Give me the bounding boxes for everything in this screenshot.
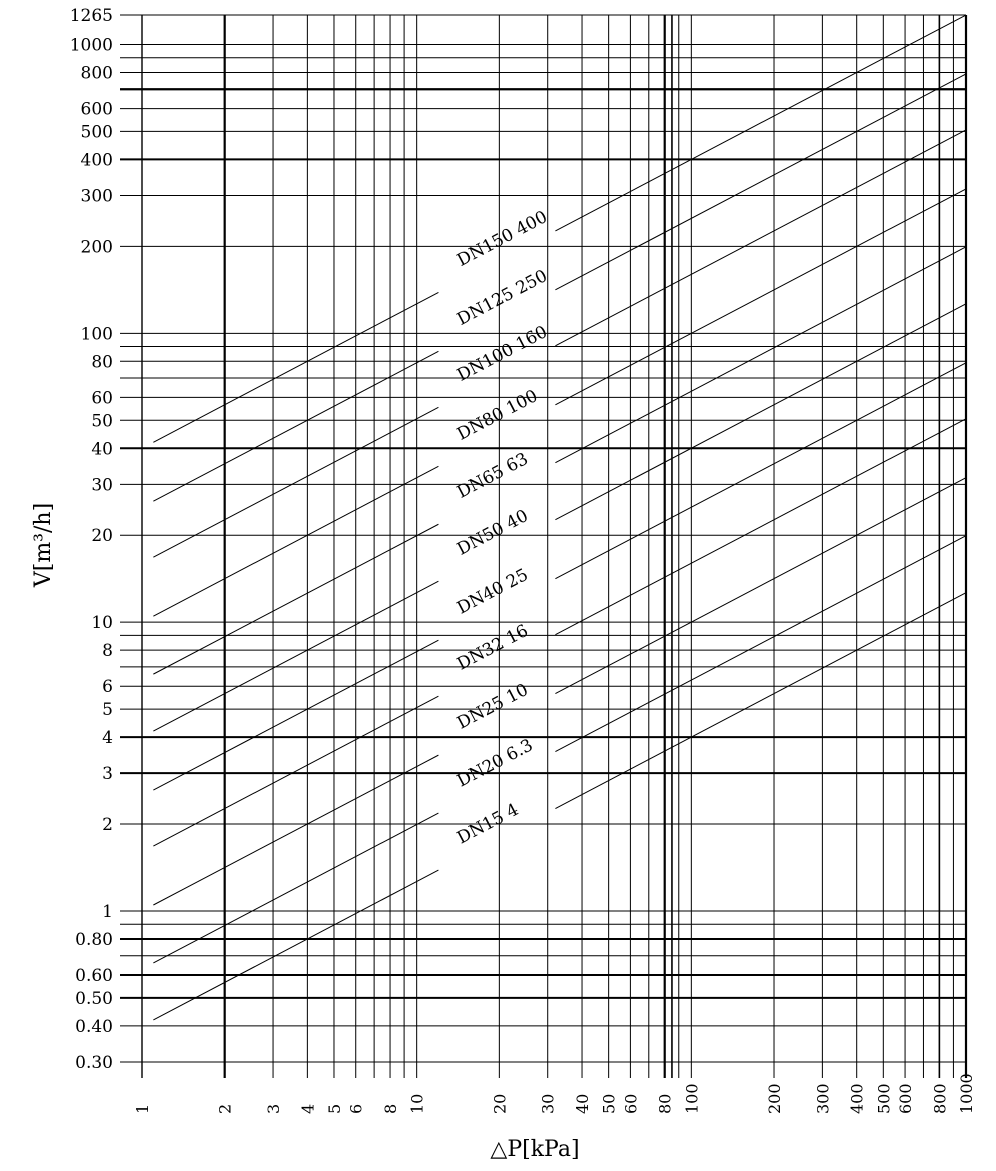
x-tick-label: 8 bbox=[381, 1103, 401, 1114]
x-tick-label: 30 bbox=[538, 1093, 558, 1114]
y-tick-label: 600 bbox=[80, 99, 113, 120]
grid bbox=[120, 15, 966, 1078]
y-tick-label: 40 bbox=[91, 439, 113, 460]
series-line-DN20 bbox=[153, 813, 438, 963]
x-tick-label: 2 bbox=[215, 1103, 235, 1114]
x-tick-label: 20 bbox=[490, 1093, 510, 1114]
y-tick-label: 1265 bbox=[69, 6, 113, 26]
x-axis-title: △P[kPa] bbox=[490, 1137, 580, 1162]
y-tick-label: 200 bbox=[80, 237, 113, 258]
y-tick-label: 4 bbox=[102, 728, 113, 749]
y-tick-label: 20 bbox=[91, 526, 113, 547]
y-tick-label: 10 bbox=[91, 613, 113, 634]
y-tick-label: 80 bbox=[91, 352, 113, 373]
series-labels bbox=[454, 207, 551, 848]
y-tick-label: 0.30 bbox=[75, 1053, 113, 1073]
series-line-DN25 bbox=[153, 755, 438, 905]
x-tick-label: 5 bbox=[324, 1103, 344, 1114]
y-tick-label: 0.80 bbox=[75, 929, 113, 950]
x-tick-label: 200 bbox=[765, 1083, 785, 1114]
x-tick-label: 50 bbox=[599, 1093, 619, 1114]
x-tick-label: 10 bbox=[407, 1093, 427, 1114]
y-tick-label: 2 bbox=[102, 815, 113, 836]
y-axis-title: V[m³/h] bbox=[31, 502, 56, 588]
x-tick-label: 3 bbox=[264, 1103, 284, 1114]
series-label-DN65: DN65 63 bbox=[454, 449, 532, 503]
series-line-DN50 bbox=[555, 304, 966, 520]
series-label-DN20: DN20 6.3 bbox=[454, 735, 537, 792]
y-tick-label: 0.50 bbox=[75, 988, 113, 1009]
y-tick-label: 0.60 bbox=[75, 966, 113, 987]
series-line-DN80 bbox=[153, 466, 438, 616]
y-tick-label: 0.40 bbox=[75, 1016, 113, 1037]
series-line-DN40 bbox=[555, 363, 966, 579]
series-label-DN80: DN80 100 bbox=[454, 386, 542, 445]
x-tick-label: 300 bbox=[813, 1083, 833, 1114]
y-tick-label: 1 bbox=[102, 901, 113, 922]
series-label-DN25: DN25 10 bbox=[454, 679, 532, 734]
series-line-DN65 bbox=[153, 524, 438, 674]
x-tick-label: 1000 bbox=[957, 1073, 976, 1114]
x-tick-label: 6 bbox=[346, 1103, 366, 1114]
x-tick-label: 100 bbox=[682, 1083, 702, 1114]
series-line-DN65 bbox=[555, 247, 966, 463]
series-line-DN125 bbox=[555, 74, 966, 290]
y-tick-label: 300 bbox=[80, 186, 113, 207]
y-tick-label: 3 bbox=[102, 764, 113, 785]
x-tick-label: 1 bbox=[133, 1103, 152, 1114]
series-label-DN125: DN125 250 bbox=[454, 266, 551, 330]
series-label-DN50: DN50 40 bbox=[454, 505, 532, 560]
tick-labels bbox=[70, 6, 976, 1114]
series-line-DN32 bbox=[555, 419, 966, 635]
x-tick-label: 600 bbox=[896, 1083, 916, 1114]
series-line-DN80 bbox=[555, 189, 966, 405]
y-tick-label: 1000 bbox=[69, 35, 113, 56]
series-line-DN15 bbox=[555, 593, 966, 809]
x-tick-label: 800 bbox=[930, 1083, 950, 1114]
series-label-DN15: DN15 4 bbox=[454, 799, 523, 849]
series-lines bbox=[153, 15, 966, 1020]
series-line-DN100 bbox=[555, 130, 966, 346]
series-label-DN150: DN150 400 bbox=[454, 207, 551, 271]
series-line-DN150 bbox=[555, 15, 966, 231]
y-tick-label: 50 bbox=[91, 411, 113, 432]
x-tick-label: 80 bbox=[655, 1093, 675, 1114]
y-tick-label: 8 bbox=[102, 641, 113, 662]
y-tick-label: 5 bbox=[102, 700, 113, 721]
x-tick-label: 500 bbox=[874, 1083, 894, 1114]
series-line-DN125 bbox=[153, 351, 438, 501]
series-label-DN100: DN100 160 bbox=[454, 322, 551, 386]
series-line-DN40 bbox=[153, 640, 438, 790]
series-line-DN20 bbox=[555, 536, 966, 752]
y-tick-label: 500 bbox=[80, 122, 113, 143]
series-line-DN25 bbox=[555, 478, 966, 694]
y-tick-label: 6 bbox=[102, 677, 113, 698]
x-tick-label: 60 bbox=[621, 1093, 641, 1114]
x-tick-label: 40 bbox=[573, 1093, 593, 1114]
series-label-DN40: DN40 25 bbox=[454, 564, 532, 619]
y-tick-label: 30 bbox=[91, 475, 113, 496]
x-tick-label: 400 bbox=[847, 1083, 867, 1114]
y-tick-label: 800 bbox=[80, 63, 113, 84]
y-tick-label: 60 bbox=[91, 388, 113, 409]
series-label-DN32: DN32 16 bbox=[454, 620, 532, 675]
y-tick-label: 100 bbox=[80, 324, 113, 345]
y-tick-label: 400 bbox=[80, 150, 113, 171]
x-tick-label: 4 bbox=[298, 1103, 318, 1114]
